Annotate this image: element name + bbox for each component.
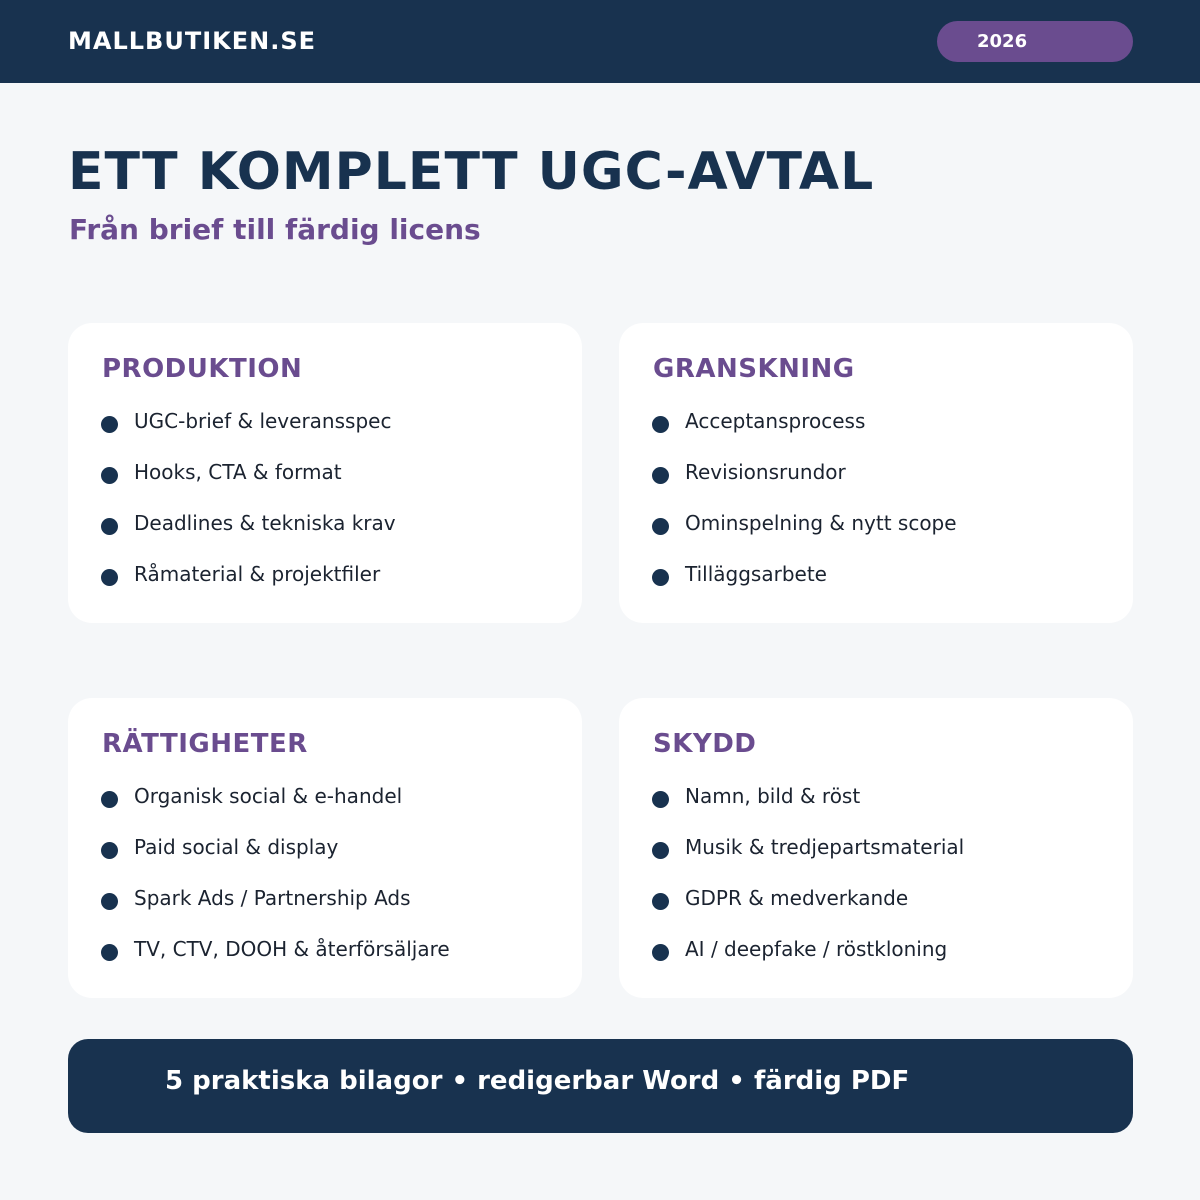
bullet-icon [101, 893, 118, 910]
page-title: ETT KOMPLETT UGC-AVTAL [68, 142, 875, 202]
footer-banner [68, 1039, 1133, 1133]
bullet-icon [652, 944, 669, 961]
list-item-label: Acceptansprocess [685, 409, 866, 433]
list-item-label: Organisk social & e-handel [134, 784, 403, 808]
card-produktion [68, 323, 582, 623]
bullet-icon [652, 893, 669, 910]
list-item-label: AI / deepfake / röstkloning [685, 937, 948, 961]
card-rattigheter [68, 698, 582, 998]
bullet-icon [652, 791, 669, 808]
footer-text: 5 praktiska bilagor • redigerbar Word • färdig PDF [165, 1066, 910, 1096]
bullet-icon [101, 416, 118, 433]
card-title: GRANSKNING [653, 354, 855, 384]
list-item-label: Paid social & display [134, 835, 339, 859]
card-title: PRODUKTION [102, 354, 303, 384]
bullet-icon [101, 944, 118, 961]
list-item-label: GDPR & medverkande [685, 886, 909, 910]
year-badge-label: 2026 [977, 31, 1028, 52]
list-item-label: UGC-brief & leveransspec [134, 409, 392, 433]
bullet-icon [101, 518, 118, 535]
list-item-label: Spark Ads / Partnership Ads [134, 886, 411, 910]
list-item-label: Musik & tredjepartsmaterial [685, 835, 965, 859]
year-badge [937, 21, 1133, 62]
list-item-label: Ominspelning & nytt scope [685, 511, 957, 535]
list-item-label: Råmaterial & projektfiler [134, 562, 381, 586]
page-subtitle: Från brief till färdig licens [69, 213, 481, 246]
list-item-label: Tilläggsarbete [685, 562, 827, 586]
bullet-icon [101, 842, 118, 859]
list-item-label: Revisionsrundor [685, 460, 846, 484]
card-skydd [619, 698, 1133, 998]
bullet-icon [652, 416, 669, 433]
card-title: RÄTTIGHETER [102, 729, 308, 759]
list-item-label: Namn, bild & röst [685, 784, 861, 808]
bullet-icon [101, 791, 118, 808]
bullet-icon [652, 467, 669, 484]
bullet-icon [101, 467, 118, 484]
list-item-label: Hooks, CTA & format [134, 460, 342, 484]
card-granskning [619, 323, 1133, 623]
bullet-icon [652, 518, 669, 535]
bullet-icon [101, 569, 118, 586]
bullet-icon [652, 842, 669, 859]
bullet-icon [652, 569, 669, 586]
list-item-label: TV, CTV, DOOH & återförsäljare [134, 937, 450, 961]
card-title: SKYDD [653, 729, 757, 759]
list-item-label: Deadlines & tekniska krav [134, 511, 396, 535]
brand-name[interactable]: MALLBUTIKEN.SE [68, 27, 316, 55]
top-bar [0, 0, 1200, 83]
